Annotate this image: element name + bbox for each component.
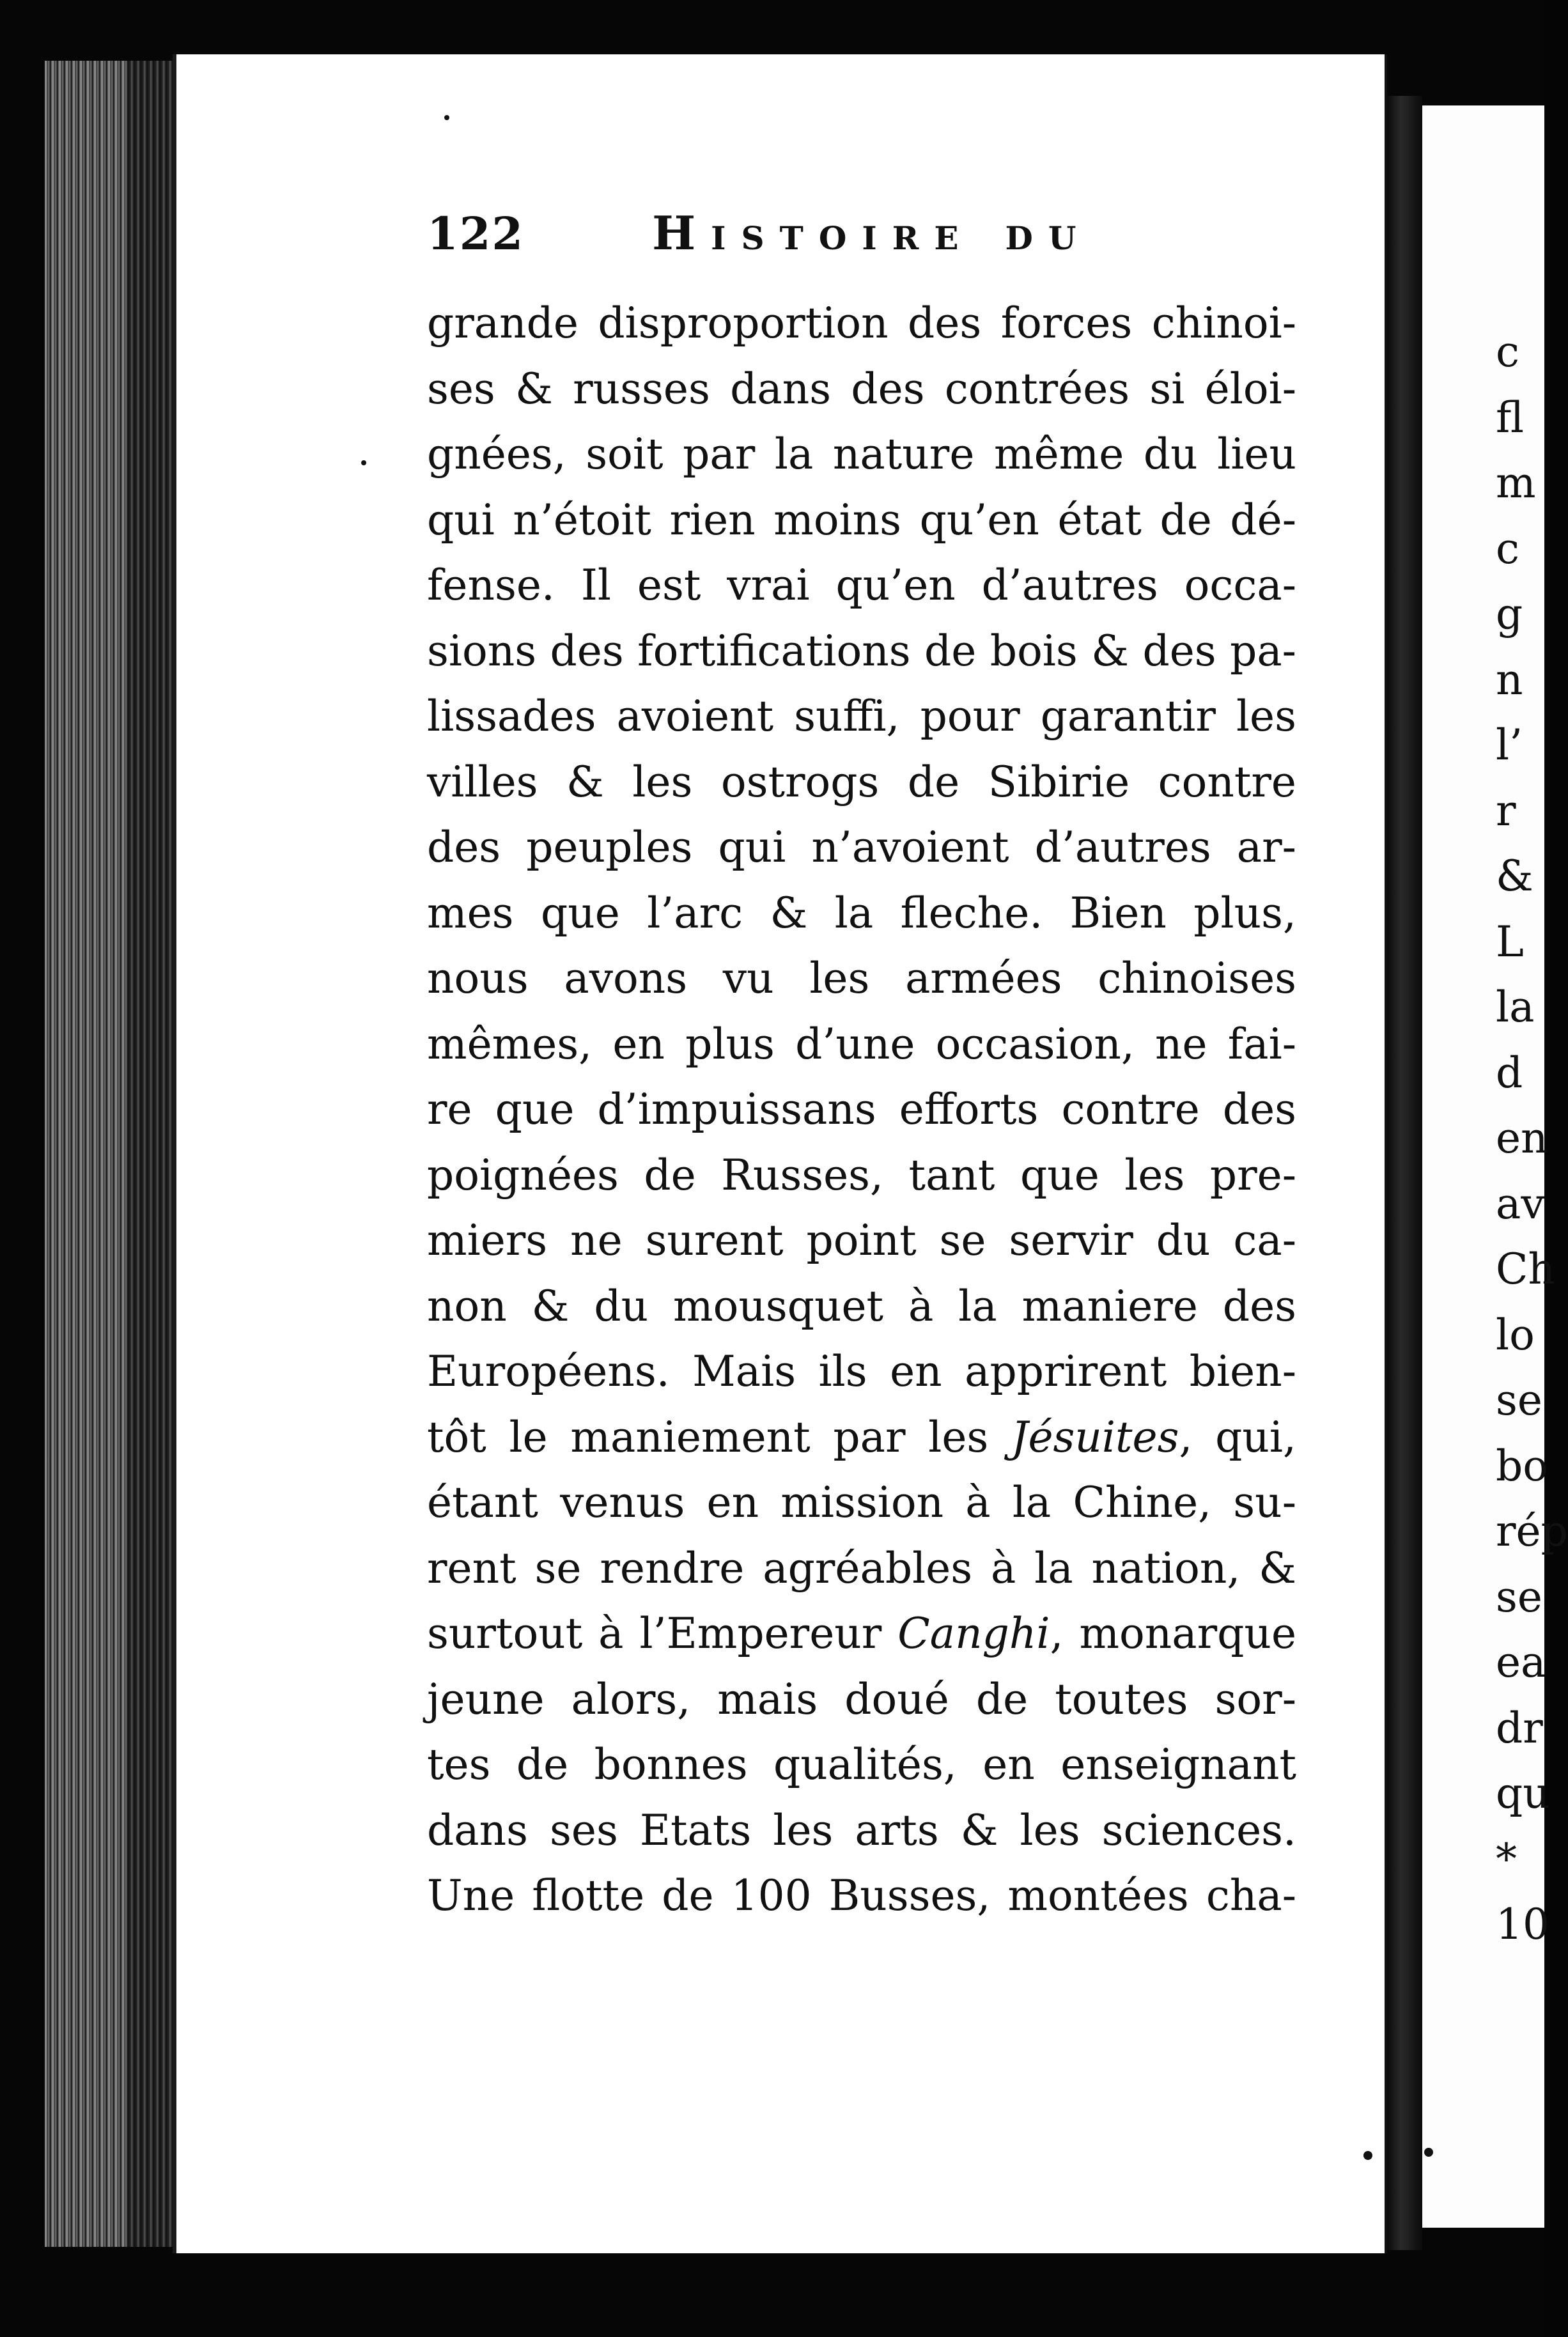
page-header: [427, 206, 1303, 276]
text-segment: , qui,: [1179, 1412, 1296, 1462]
text-line: villes & les ostrogs de Sibirie contre: [427, 757, 1296, 807]
italic-word: Jésuites: [1011, 1412, 1179, 1462]
fragment: c: [1496, 524, 1519, 573]
text-line: tes de bonnes qualités, en enseignant: [427, 1740, 1296, 1789]
text-segment: tôt le maniement par les: [427, 1412, 989, 1462]
text-line: poignées de Russes, tant que les pre-: [427, 1150, 1296, 1200]
text-line-mixed: [427, 1601, 1296, 1667]
facing-page-text: [1496, 320, 1568, 1958]
page-number: 122: [427, 207, 525, 260]
fragment: r: [1496, 786, 1516, 835]
text-segment: , monarque: [1050, 1609, 1296, 1658]
text-line: des peuples qui n’avoient d’autres ar-: [427, 823, 1296, 872]
running-title: Histoire du: [652, 206, 1092, 260]
fragment: dr: [1496, 1703, 1543, 1753]
body-text: [427, 291, 1296, 1929]
text-line: Européens. Mais ils en apprirent bien-: [427, 1347, 1296, 1396]
text-line: qui n’étoit rien moins qu’en état de dé-: [427, 495, 1296, 545]
speck-mark: [1424, 2148, 1433, 2157]
text-line: non & du mousquet à la maniere des: [427, 1281, 1296, 1331]
text-line: mes que l’arc & la fleche. Bien plus,: [427, 888, 1296, 938]
text-line-mixed: [427, 1405, 1296, 1471]
text-line: lissades avoient suffi, pour garantir les: [427, 692, 1296, 741]
fragment: *: [1496, 1834, 1517, 1884]
fragment: fl: [1496, 392, 1525, 442]
fragment: se: [1496, 1376, 1542, 1425]
text-line: grande disproportion des forces chinoi-: [427, 299, 1296, 348]
book-gutter: [1387, 96, 1422, 2250]
text-line: rent se rendre agréables à la nation, &: [427, 1543, 1296, 1593]
fragment: ea: [1496, 1638, 1546, 1687]
text-line: miers ne surent point se servir du ca-: [427, 1216, 1296, 1265]
fragment: l’: [1496, 720, 1523, 770]
fragment: c: [1496, 327, 1519, 377]
fragment: la: [1496, 982, 1535, 1032]
fragment: d: [1496, 1048, 1523, 1098]
fragment: se: [1496, 1572, 1542, 1622]
text-line: étant venus en mission à la Chine, su-: [427, 1478, 1296, 1527]
fragment: m: [1496, 458, 1536, 508]
text-line: jeune alors, mais doué de toutes sor-: [427, 1674, 1296, 1724]
fragment: av: [1496, 1179, 1545, 1229]
fragment: n: [1496, 655, 1523, 704]
fragment: g: [1496, 589, 1523, 639]
fragment: 10: [1496, 1900, 1549, 1949]
speck-mark: [1363, 2151, 1372, 2160]
fragment: L: [1496, 917, 1524, 967]
fragment: bo: [1496, 1441, 1548, 1491]
italic-word: Canghi: [897, 1609, 1050, 1658]
text-line: mêmes, en plus d’une occasion, ne fai-: [427, 1019, 1296, 1069]
fragment: lo: [1496, 1310, 1535, 1360]
speck-mark: [444, 115, 449, 120]
text-line: nous avons vu les armées chinoises: [427, 954, 1296, 1003]
fragment: rép: [1496, 1507, 1568, 1556]
text-line: re que d’impuissans efforts contre des: [427, 1085, 1296, 1134]
text-line: ses & russes dans des contrées si éloi-: [427, 364, 1296, 414]
text-line: fense. Il est vrai qu’en d’autres occa-: [427, 561, 1296, 610]
fragment: &: [1496, 851, 1533, 901]
fragment: Ch: [1496, 1245, 1556, 1294]
fragment: qu: [1496, 1769, 1550, 1818]
text-line: dans ses Etats les arts & les sciences.: [427, 1805, 1296, 1855]
text-line: gnées, soit par la nature même du lieu: [427, 430, 1296, 479]
fragment: en: [1496, 1114, 1548, 1163]
speck-mark: [361, 460, 366, 465]
text-line: sions des fortifications de bois & des pa-: [427, 626, 1296, 676]
text-segment: surtout à l’Empereur: [427, 1609, 882, 1658]
text-line: Une flotte de 100 Busses, montées cha-: [427, 1871, 1296, 1920]
